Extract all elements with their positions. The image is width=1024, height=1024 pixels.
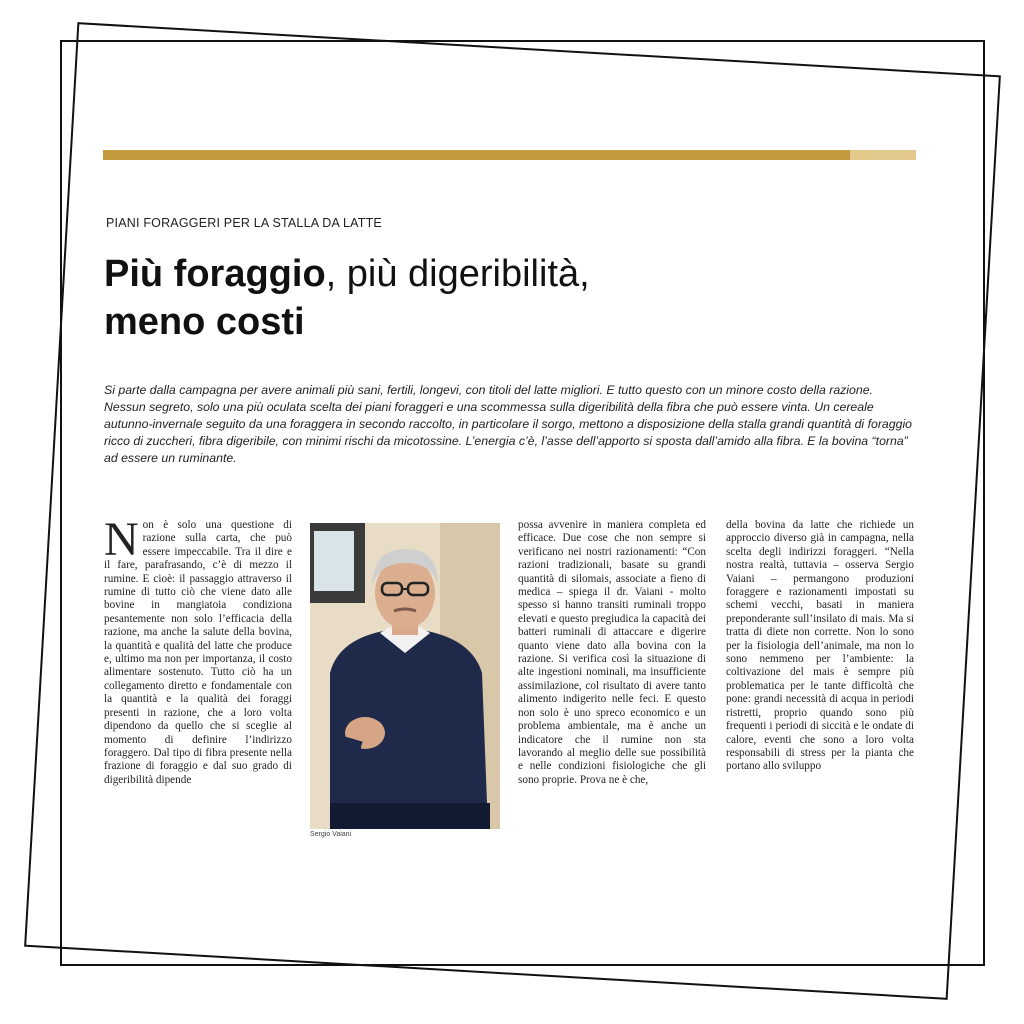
drop-cap: N <box>104 519 139 566</box>
header-accent-bar <box>103 150 850 160</box>
body-column-1-text: on è solo una questione di razione sulla carta, che può essere impeccabile. Tra il dire e il fare, parafrasando, c’è di mezzo il rumine. E cioè: il passaggio attraverso il rumine di tutto ciò che viene dato alle bovine in mangiatoia condiziona pesantemente non solo l’efficacia della razione, ma anche la salute della bovina, la quantità e qualità del latte che produce e, ultimo ma non per importanza, il costo alimentare sostenuto. Tutto ciò ha un collegamento diretto e fondamentale con la quantità e la qualità dei foraggi presenti in razione, che a loro volta dipendono da quello che si sceglie al momento di definire l’indirizzo foraggero. Dal tipo di fibra presente nella frazione di foraggio e dal suo grado di digeribilità dipende <box>104 519 292 786</box>
headline-rest: , più digeribilità, <box>325 253 590 295</box>
photo-caption: Sergio Vaiani <box>310 831 352 838</box>
article-headline <box>104 250 804 346</box>
article-kicker: PIANI FORAGGERI PER LA STALLA DA LATTE <box>106 216 382 230</box>
body-column-3: possa avvenire in maniera completa ed efficace. Due cose che non sempre si verificano nei nostri razionamenti: “Con razioni tradizionali, basate su grandi quantità di silomais, associate a fieno di medica – spiega il dr. Vaiani - molto spesso si hanno transiti ruminali troppo elevati e questo pregiudica la capacità dei batteri ruminali di attaccare e digerire quanto viene dato alla bovina con la razione. Si verifica così la situazione di alte ingestioni nominali, ma insufficiente assimilazione, col risultato di avere tanto alimento indigerito nelle feci. E questo non solo è uno spreco economico e un problema ambientale, ma è anche un indicatore che il rumine non sta lavorando al meglio delle sue possibilità e nelle condizioni fisiologiche che gli sono proprie. Prova ne è che, <box>518 519 706 786</box>
portrait-photo <box>310 523 500 829</box>
magazine-page <box>60 40 985 966</box>
portrait-photo-illustration <box>310 523 500 829</box>
header-accent-bar-light <box>850 150 916 160</box>
body-column-4: della bovina da latte che richiede un approccio diverso già in campagna, nella scelta degli indirizzi foraggeri. “Nella nostra realtà, tuttavia – osserva Sergio Vaiani – permangono produzioni foraggere e razionamenti impostati su schemi vecchi, basati in maniera preponderante sull’insilato di mais. Ma si tratta di diete non corrette. Non lo sono per la fisiologia dell’animale, ma non lo sono nemmeno per l’ambiente: la coltivazione del mais è sempre più problematica per le tante difficoltà che pone: grandi necessità di acqua in periodi ristretti, proprio quando sono più frequenti i periodi di siccità e le ondate di calore, eventi che sono a loro volta responsabili di stress per la pianta che portano allo sviluppo <box>726 519 914 773</box>
headline-bold: Più foraggio <box>104 253 326 295</box>
headline-line2: meno costi <box>104 301 305 343</box>
body-column-1 <box>104 519 292 839</box>
article-lede: Si parte dalla campagna per avere animali più sani, fertili, longevi, con titoli del latte migliori. E tutto questo con un minore costo della razione. Nessun segreto, solo una più oculata scelta dei piani foraggeri e una scommessa sulla digeribilità della fibra che può essere vinta. Un cereale autunno-invernale seguito da una foraggera in secondo raccolto, in particolare il sorgo, mettono a disposizione della stalla grandi quantità di foraggio ricco di zuccheri, fibra digeribile, con minimi rischi da micotossine. L’energia c’è, l’asse dell’apporto si sposta dall’amido alla fibra. E la bovina “torna” ad essere un ruminante. <box>104 383 913 465</box>
